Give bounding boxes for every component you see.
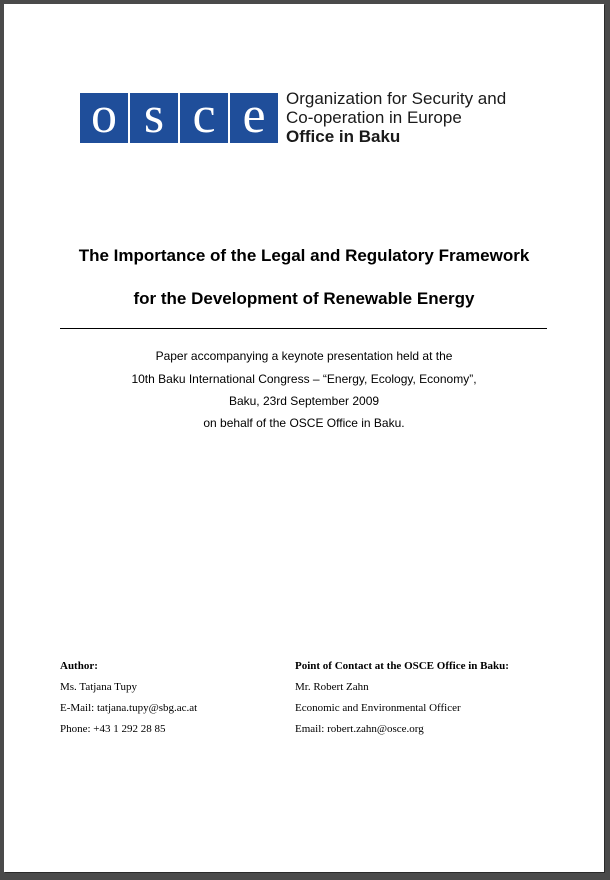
osce-logo — [80, 86, 507, 146]
contact-name: Mr. Robert Zahn — [295, 681, 369, 693]
author-name: Ms. Tatjana Tupy — [60, 681, 137, 693]
contact-heading: Point of Contact at the OSCE Office in Baku: — [295, 660, 509, 672]
logo-line-2: Co-operation in Europe — [286, 108, 462, 127]
contact-block — [295, 659, 509, 743]
document-title-line-1: The Importance of the Legal and Regulatory Framework — [78, 246, 530, 265]
logo-letter-o: o — [80, 93, 128, 143]
logo-organization-name — [286, 89, 506, 146]
contact-email: Email: robert.zahn@osce.org — [295, 723, 424, 735]
logo-line-3: Office in Baku — [286, 127, 401, 146]
subtitle-line-4: on behalf of the OSCE Office in Baku. — [203, 416, 405, 430]
author-email: E-Mail: tatjana.tupy@sbg.ac.at — [60, 702, 198, 714]
subtitle-line-3: Baku, 23rd September 2009 — [228, 394, 380, 408]
logo-letter-s: s — [130, 93, 178, 143]
author-heading: Author: — [60, 660, 98, 672]
logo-letters — [80, 86, 278, 144]
logo-line-1: Organization for Security and — [286, 89, 507, 108]
logo-letter-c: c — [180, 93, 228, 143]
contact-role: Economic and Environmental Officer — [295, 702, 461, 714]
logo-letter-e: e — [230, 93, 278, 143]
author-block — [60, 659, 197, 743]
author-phone: Phone: +43 1 292 28 85 — [60, 723, 166, 735]
title-divider — [60, 328, 547, 329]
document-title-line-2: for the Development of Renewable Energy — [133, 289, 475, 308]
subtitle-line-1: Paper accompanying a keynote presentation held at the — [155, 349, 453, 363]
document-page — [4, 4, 604, 872]
subtitle-line-2: 10th Baku International Congress – “Energy, Ecology, Economy”, — [131, 372, 477, 386]
